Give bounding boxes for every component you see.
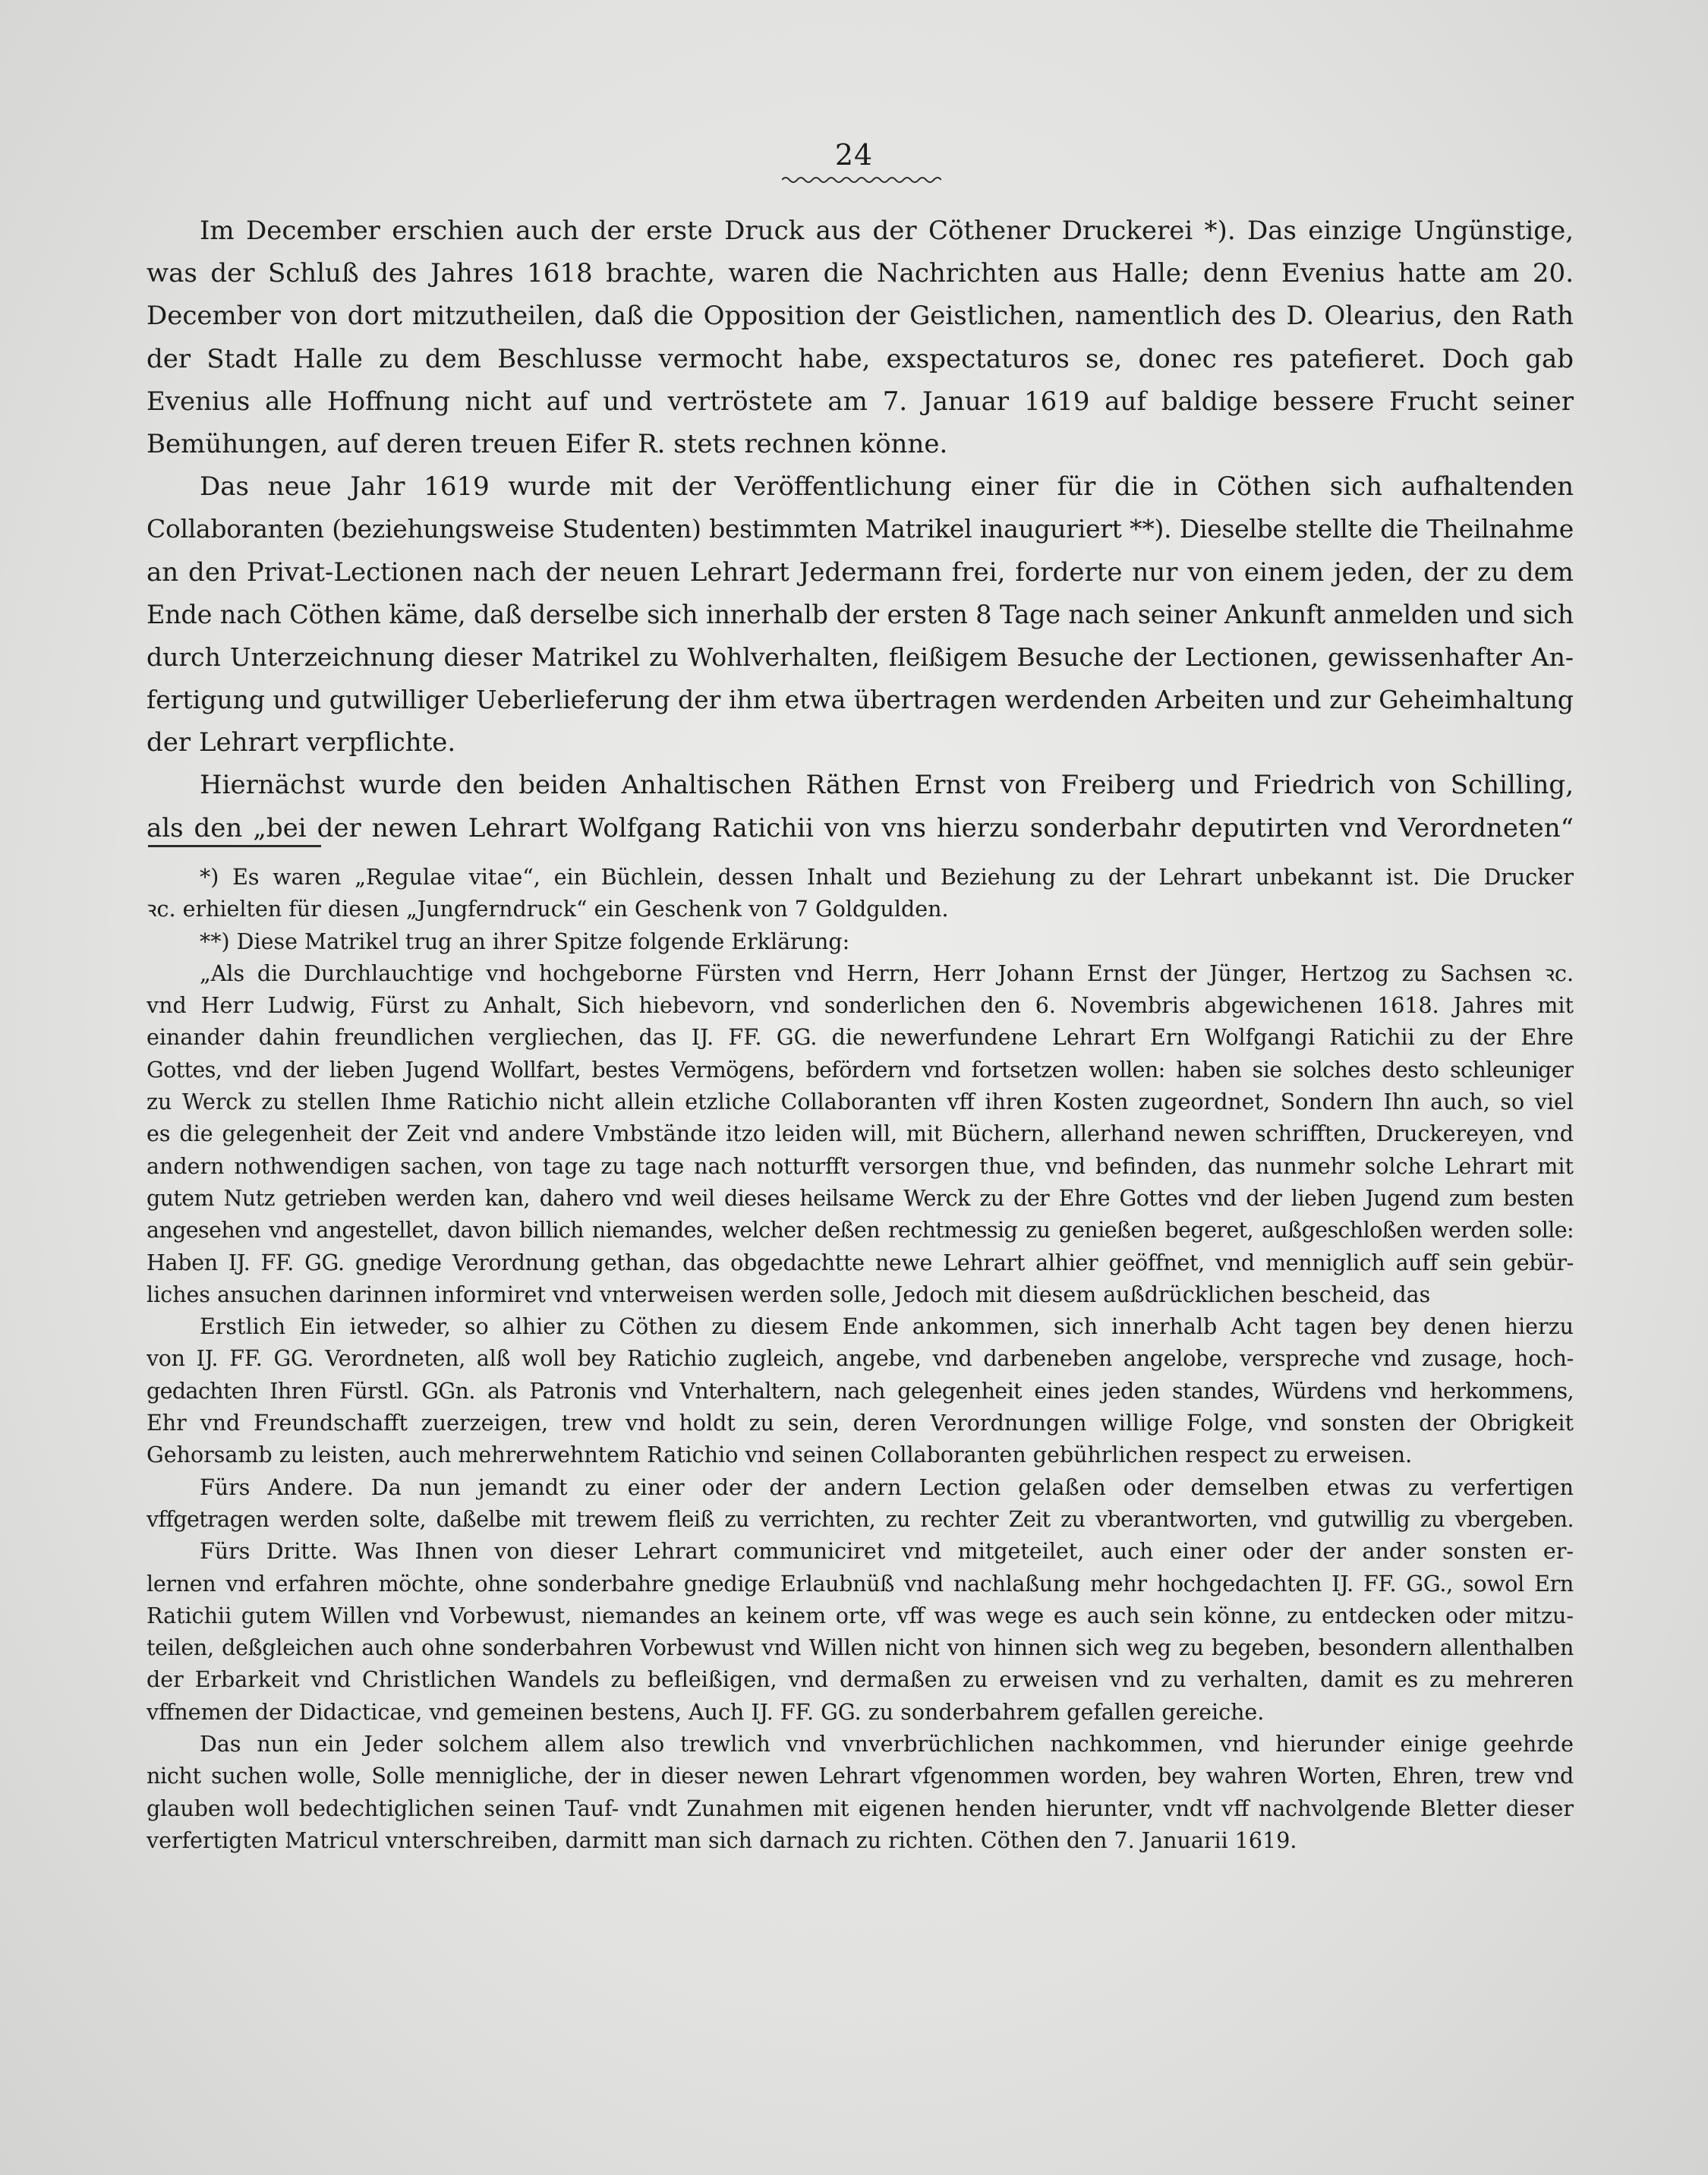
footnote-line: liches ansuchen darinnen informiret vnd vnterweisen werden solle, Jedoch mit diesem außdrücklichen bescheid, das — [147, 1281, 1431, 1307]
body-line: December von dort mitzutheilen, daß die Opposition der Geistlichen, namentlich des D. Olearius, den Rath — [147, 301, 1574, 332]
footnote-line: Erstlich Ein ietweder, so alhier zu Cöthen zu diesem Ende ankommen, sich innerhalb Acht tagen bey denen hierzu — [200, 1314, 1574, 1340]
footnote-line: verfertigten Matricul vnterschreiben, darmitt man sich darnach zu richten. Cöthen den 7. Januarii 1619. — [147, 1827, 1297, 1853]
page-number: 24 — [834, 138, 874, 172]
footnote-line: vffgetragen werden solte, daßelbe mit trewem fleiß zu verrichten, zu rechter Zeit zu vberantworten, vnd gutwillig zu vbergeben. — [147, 1506, 1574, 1532]
body-line: Collaboranten (beziehungsweise Studenten) bestimmten Matrikel inauguriert **). Dieselbe stellte die Theilnahme — [147, 514, 1574, 544]
footnotes — [147, 862, 1574, 1857]
footnote-line: lernen vnd erfahren möchte, ohne sonderbahre gnedige Erlaubnüß vnd nachlaßung mehr hochgedachten IJ. FF. GG., sowol Ern — [147, 1571, 1574, 1597]
footnote-line: Haben IJ. FF. GG. gnedige Verordnung gethan, das obgedachtte newe Lehrart alhier geöffnet, vnd menniglich auff sein gebür- — [147, 1250, 1574, 1275]
footnote-line: **) Diese Matrikel trug an ihrer Spitze folgende Erklärung: — [200, 928, 850, 954]
footnote-line: Gottes, vnd der lieben Jugend Wollfart, bestes Vermögens, befördern vnd fortsetzen wollen: haben sie solches desto schleuniger — [147, 1057, 1574, 1083]
footnote-line: glauben woll bedechtiglichen seinen Tauf- vndt Zunahmen mit eigenen henden hierunter, vndt vff nachvolgende Bletter dieser — [147, 1795, 1574, 1821]
body-line: Hiernächst wurde den beiden Anhaltischen Räthen Ernst von Freiberg und Friedrich von Schilling, — [200, 770, 1574, 801]
footnote-line: andern nothwendigen sachen, von tage zu tage nach notturfft versorgen thue, vnd befinden, das nunmehr solche Lehrart mit — [147, 1153, 1574, 1179]
footnote-line: Gehorsamb zu leisten, auch mehrerwehntem Ratichio vnd seinen Collaboranten gebührlichen respect zu erweisen. — [147, 1442, 1413, 1468]
body-line: Das neue Jahr 1619 wurde mit der Veröffentlichung einer für die in Cöthen sich aufhaltenden — [200, 471, 1574, 503]
footnote-line: Ehr vnd Freundschafft zuerzeigen, trew vnd holdt zu sein, deren Verordnungen willige Folge, vnd sonsten der Obrigkeit — [147, 1411, 1574, 1436]
footnote-line: *) Es waren „Regulae vitae“, ein Büchlein, dessen Inhalt und Beziehung zu der Lehrart unbekannt ist. Die Drucker — [200, 865, 1574, 890]
footnote-line: zu Werck zu stellen Ihme Ratichio nicht allein etzliche Collaboranten vff ihren Kosten zugeordnet, Sondern Ihn auch, so viel — [147, 1089, 1574, 1115]
footnote-line: angesehen vnd angestellet, davon billich niemandes, welcher deßen rechtmessig zu genießen begeret, außgeschloßen werden solle: — [147, 1218, 1574, 1244]
footnote-line: vffnemen der Didacticae, vnd gemeinen bestens, Auch IJ. FF. GG. zu sonderbahrem gefallen gereiche. — [147, 1699, 1265, 1725]
body-line: Bemühungen, auf deren treuen Eifer R. stets rechnen könne. — [147, 428, 948, 459]
footnote-line: von IJ. FF. GG. Verordneten, alß woll bey Ratichio zugleich, angebe, vnd darbeneben angelobe, verspreche vnd zusage, hoch- — [147, 1346, 1574, 1372]
footnote-line: nicht suchen wolle, Solle mennigliche, der in dieser newen Lehrart vfgenommen worden, bey wahren Worten, Ehren, trew vnd — [147, 1764, 1574, 1789]
footnote-line: Das nun ein Jeder solchem allem also trewlich vnd vnverbrüchlichen nachkommen, vnd hierunder einige geehrde — [200, 1732, 1574, 1757]
footnote-line: Ratichii gutem Willen vnd Vorbewust, niemandes an keinem orte, vff was wege es auch sein könne, zu entdecken oder mitzu- — [147, 1603, 1574, 1628]
footnote-line: der Erbarkeit vnd Christlichen Wandels zu befleißigen, vnd dermaßen zu erweisen vnd zu verhalten, damit es zu mehreren — [147, 1667, 1574, 1693]
footnote-line: „Als die Durchlauchtige vnd hochgeborne Fürsten vnd Herrn, Herr Johann Ernst der Jünger, Hertzog zu Sachsen ꝛc. — [200, 960, 1574, 986]
body-line: an den Privat-Lectionen nach der neuen Lehrart Jedermann frei, forderte nur von einem jeden, der zu dem — [147, 556, 1574, 588]
footnote-line: ꝛc. erhielten für diesen „Jungferndruck“ ein Geschenk von 7 Goldgulden. — [147, 897, 949, 922]
footnote-line: einander dahin freundlichen vergliechen, das IJ. FF. GG. die newerfundene Lehrart Ern Wolfgangi Ratichii zu der Ehre — [147, 1025, 1574, 1051]
footnote-line: gutem Nutz getrieben werden kan, dahero vnd weil dieses heilsame Werck zu der Ehre Gottes vnd der lieben Jugend zum besten — [147, 1185, 1574, 1211]
body-line: als den „bei der newen Lehrart Wolfgang Ratichii von vns hierzu sonderbahr deputirten vnd Verordneten“ — [147, 812, 1574, 843]
footnote-line: vnd Herr Ludwig, Fürst zu Anhalt, Sich hiebevorn, vnd sonderlichen den 6. Novembris abgewichenen 1618. Jahres mit — [147, 993, 1574, 1019]
body-text — [147, 210, 1574, 850]
footnote-line: teilen, deßgleichen auch ohne sonderbahren Vorbewust vnd Willen nicht von hinnen sich weg zu begeben, besondern allenthalben — [147, 1635, 1574, 1661]
body-line: Evenius alle Hoffnung nicht auf und vertröstete am 7. Januar 1619 auf baldige bessere Frucht seiner — [147, 386, 1574, 417]
footnote-line: Fürs Dritte. Was Ihnen von dieser Lehrart communiciret vnd mitgeteilet, auch einer oder der ander sonsten er- — [200, 1539, 1574, 1565]
body-line: Im December erschien auch der erste Druck aus der Cöthener Druckerei *). Das einzige Ungünstige, — [200, 216, 1574, 246]
footnote-line: Fürs Andere. Da nun jemandt zu einer oder der andern Lection gelaßen oder demselben etwas zu verfertigen — [200, 1474, 1574, 1500]
body-line: was der Schluß des Jahres 1618 brachte, waren die Nachrichten aus Halle; denn Evenius hatte am 20. — [147, 258, 1574, 289]
footnote-line: gedachten Ihren Fürstl. GGn. als Patronis vnd Vnterhaltern, nach gelegenheit eines jeden standes, Würdens vnd herkommens, — [147, 1378, 1574, 1404]
body-line: der Lehrart verpflichte. — [147, 727, 456, 758]
footnote-divider — [148, 845, 321, 847]
wavy-ornament-icon — [782, 175, 941, 185]
body-line: durch Unterzeichnung dieser Matrikel zu Wohlverhalten, fleißigem Besuche der Lectionen, gewissenhafter An- — [147, 641, 1574, 672]
body-line: fertigung und gutwilliger Ueberlieferung der ihm etwa übertragen werdenden Arbeiten und zur Geheimhaltung — [147, 685, 1574, 715]
body-line: Ende nach Cöthen käme, daß derselbe sich innerhalb der ersten 8 Tage nach seiner Ankunft anmelden und sich — [147, 599, 1574, 629]
footnote-line: es die gelegenheit der Zeit vnd andere Vmbstände itzo leiden will, mit Büchern, allerhand newen schrifften, Druckereyen, vnd — [147, 1121, 1574, 1147]
body-line: der Stadt Halle zu dem Beschlusse vermocht habe, exspectaturos se, donec res patefieret. Doch gab — [147, 343, 1574, 374]
